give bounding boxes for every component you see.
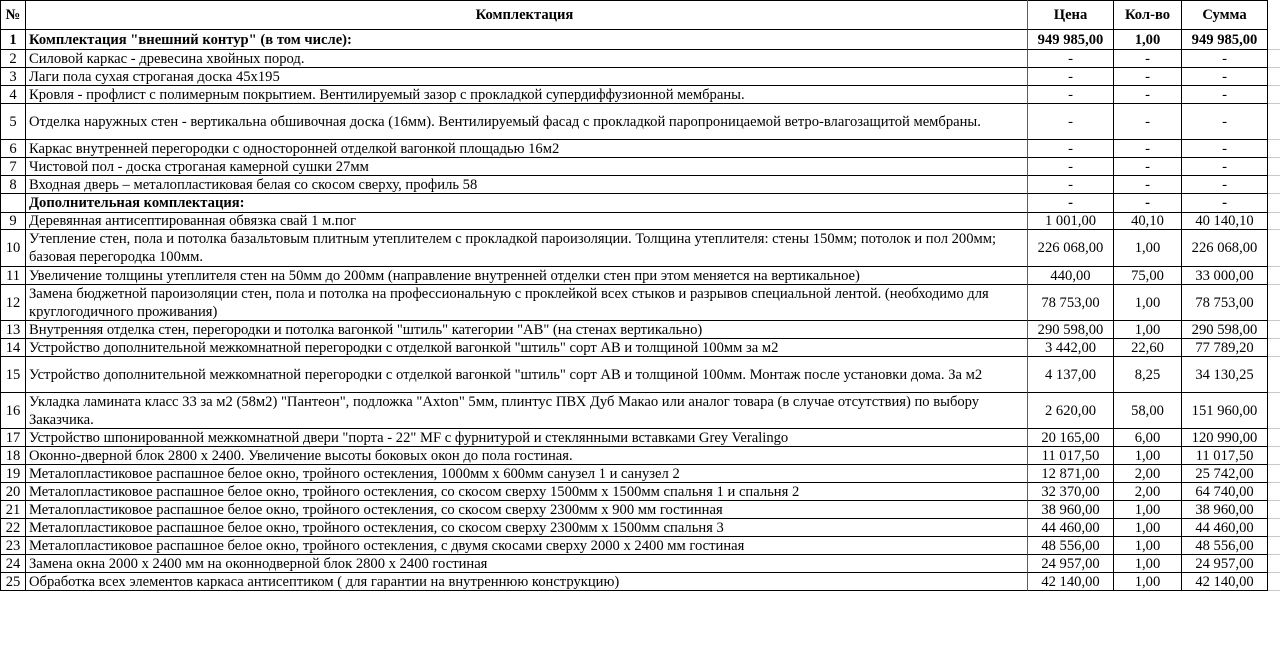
row-number-cell[interactable]: 12 (0, 285, 26, 321)
row-sum-cell[interactable]: 120 990,00 (1182, 429, 1268, 447)
row-number-cell[interactable]: 8 (0, 176, 26, 194)
row-description-cell[interactable] (26, 50, 1028, 68)
row-sum-cell[interactable]: 38 960,00 (1182, 501, 1268, 519)
gridline-stub (1268, 519, 1280, 537)
table-row (0, 140, 1280, 158)
row-number-cell[interactable]: 1 (0, 30, 26, 50)
row-price-cell[interactable]: 44 460,00 (1028, 519, 1114, 537)
row-description-text: Оконно-дверной блок 2800 х 2400. Увеличение высоты боковых окон до пола гостиная. (29, 447, 573, 464)
table-row (0, 465, 1280, 483)
table-row (0, 483, 1280, 501)
row-price-cell[interactable]: 2 620,00 (1028, 393, 1114, 429)
header-description[interactable]: Комплектация (26, 0, 1028, 30)
gridline-stub (1268, 285, 1280, 321)
row-price-cell[interactable]: - (1028, 86, 1114, 104)
row-description-text: Замена бюджетной пароизоляции стен, пола и потолка на профессиональную с проклейкой всех стыков и разрывов специальной лентой. (необходимо для круглогодичного проживания) (29, 285, 989, 320)
row-description-text: Лаги пола сухая строганая доска 45х195 (29, 68, 280, 85)
row-description-cell[interactable] (26, 357, 1028, 393)
gridline-stub (1268, 50, 1280, 68)
row-description-cell[interactable] (26, 483, 1028, 501)
row-quantity-cell[interactable]: 2,00 (1114, 483, 1182, 501)
row-number-cell[interactable]: 9 (0, 213, 26, 230)
gridline-stub (1268, 393, 1280, 429)
gridline-stub (1268, 447, 1280, 465)
gridline-stub (1268, 357, 1280, 393)
row-quantity-cell[interactable]: 1,00 (1114, 321, 1182, 339)
row-sum-cell[interactable]: - (1182, 50, 1268, 68)
gridline-stub (1268, 429, 1280, 447)
row-sum-cell[interactable]: 290 598,00 (1182, 321, 1268, 339)
row-description-text: Металопластиковое распашное белое окно, тройного остекления, с двумя скосами сверху 2000 х 2400 мм гостиная (29, 537, 745, 554)
row-description-cell[interactable] (26, 447, 1028, 465)
row-quantity-cell[interactable]: 2,00 (1114, 465, 1182, 483)
row-sum-cell[interactable]: 33 000,00 (1182, 267, 1268, 285)
row-quantity-cell[interactable]: 1,00 (1114, 230, 1182, 267)
row-quantity-cell[interactable]: 22,60 (1114, 339, 1182, 357)
row-price-cell[interactable]: 32 370,00 (1028, 483, 1114, 501)
row-description-cell[interactable] (26, 285, 1028, 321)
row-description-text: Каркас внутренней перегородки с односторонней отделкой вагонкой площадью 16м2 (29, 140, 560, 157)
gridline-stub (1268, 537, 1280, 555)
row-description-cell[interactable] (26, 213, 1028, 230)
table-row (0, 267, 1280, 285)
row-description-cell[interactable] (26, 537, 1028, 555)
gridline-stub (1268, 339, 1280, 357)
row-description-text: Силовой каркас - древесина хвойных пород. (29, 50, 305, 67)
row-description-cell[interactable] (26, 86, 1028, 104)
gridline-stub (1268, 573, 1280, 591)
gridline-stub (1268, 321, 1280, 339)
row-price-cell[interactable]: 78 753,00 (1028, 285, 1114, 321)
row-quantity-cell[interactable]: 1,00 (1114, 501, 1182, 519)
row-description-text: Обработка всех элементов каркаса антисептиком ( для гарантии на внутреннюю конструкцию) (29, 573, 620, 590)
row-quantity-cell[interactable]: 1,00 (1114, 537, 1182, 555)
row-price-cell[interactable]: 290 598,00 (1028, 321, 1114, 339)
row-description-text: Металопластиковое распашное белое окно, тройного остекления, со скосом сверху 2300мм х 900 мм гостинная (29, 501, 723, 518)
table-row (0, 86, 1280, 104)
row-number-cell[interactable]: 5 (0, 104, 26, 140)
row-price-cell[interactable]: - (1028, 104, 1114, 140)
row-description-text: Металопластиковое распашное белое окно, тройного остекления, со скосом сверху 2300мм х 1500мм спальня 3 (29, 519, 724, 536)
row-description-cell[interactable] (26, 140, 1028, 158)
table-row (0, 519, 1280, 537)
row-sum-cell[interactable]: - (1182, 104, 1268, 140)
table-row (0, 158, 1280, 176)
row-description-cell[interactable] (26, 573, 1028, 591)
table-row (0, 285, 1280, 321)
row-description-text: Увеличение толщины утеплителя стен на 50мм до 200мм (направление внутренней отделки стен при этом меняется на вертикальное) (29, 267, 860, 284)
row-description-text: Внутренняя отделка стен, перегородки и потолка вагонкой "штиль" категории "АВ" (на стенах вертикально) (29, 321, 703, 338)
gridline-stub (1268, 158, 1280, 176)
row-price-cell[interactable]: - (1028, 194, 1114, 213)
row-quantity-cell[interactable]: - (1114, 158, 1182, 176)
table-row (0, 537, 1280, 555)
gridline-stub (1268, 267, 1280, 285)
row-number-cell[interactable]: 18 (0, 447, 26, 465)
gridline-stub (1268, 194, 1280, 213)
row-description-text: Отделка наружных стен - вертикальна обшивочная доска (16мм). Вентилируемый фасад с прокладкой паропроницаемой ветро-влагозащитой мембраны. (29, 113, 981, 130)
row-quantity-cell[interactable]: - (1114, 68, 1182, 86)
row-description-text: Чистовой пол - доска строганая камерной сушки 27мм (29, 158, 369, 175)
row-sum-cell[interactable]: - (1182, 158, 1268, 176)
table-row (0, 68, 1280, 86)
gridline-stub (1268, 213, 1280, 230)
row-price-cell[interactable]: 24 957,00 (1028, 555, 1114, 573)
row-number-cell[interactable]: 3 (0, 68, 26, 86)
row-sum-cell[interactable]: 40 140,10 (1182, 213, 1268, 230)
header-sum[interactable]: Сумма (1182, 0, 1268, 30)
row-sum-cell[interactable]: - (1182, 194, 1268, 213)
row-number-cell[interactable]: 23 (0, 537, 26, 555)
row-number-cell[interactable]: 22 (0, 519, 26, 537)
row-price-cell[interactable]: - (1028, 140, 1114, 158)
row-sum-cell[interactable]: 34 130,25 (1182, 357, 1268, 393)
row-description-text: Металопластиковое распашное белое окно, тройного остекления, 1000мм х 600мм санузел 1 и санузел 2 (29, 465, 680, 482)
row-sum-cell[interactable]: 78 753,00 (1182, 285, 1268, 321)
row-sum-cell[interactable]: - (1182, 140, 1268, 158)
row-price-cell[interactable]: 42 140,00 (1028, 573, 1114, 591)
row-quantity-cell[interactable]: 6,00 (1114, 429, 1182, 447)
row-description-cell[interactable] (26, 393, 1028, 429)
row-sum-cell[interactable]: 64 740,00 (1182, 483, 1268, 501)
table-row (0, 30, 1280, 50)
row-description-cell[interactable] (26, 158, 1028, 176)
row-description-cell[interactable] (26, 465, 1028, 483)
header-quantity[interactable]: Кол-во (1114, 0, 1182, 30)
row-number-cell[interactable]: 11 (0, 267, 26, 285)
gridline-stub (1268, 176, 1280, 194)
row-price-cell[interactable]: - (1028, 50, 1114, 68)
row-sum-cell[interactable]: 25 742,00 (1182, 465, 1268, 483)
gridline-stub (1268, 68, 1280, 86)
row-price-cell[interactable]: 20 165,00 (1028, 429, 1114, 447)
row-sum-cell[interactable]: - (1182, 176, 1268, 194)
row-sum-cell[interactable]: 151 960,00 (1182, 393, 1268, 429)
row-description-text: Металопластиковое распашное белое окно, тройного остекления, со скосом сверху 1500мм х 1500мм спальня 1 и спальня 2 (29, 483, 800, 500)
row-sum-cell[interactable]: 226 068,00 (1182, 230, 1268, 267)
row-sum-cell[interactable]: - (1182, 68, 1268, 86)
row-price-cell[interactable]: 4 137,00 (1028, 357, 1114, 393)
row-description-text: Замена окна 2000 х 2400 мм на оконнодверной блок 2800 х 2400 гостиная (29, 555, 488, 572)
row-description-text: Устройство шпонированной межкомнатной двери "порта - 22" MF с фурнитурой и стеклянными вставками Grey Veralingo (29, 429, 789, 446)
row-sum-cell[interactable]: 24 957,00 (1182, 555, 1268, 573)
row-quantity-cell[interactable]: 40,10 (1114, 213, 1182, 230)
row-description-text: Кровля - профлист с полимерным покрытием. Вентилируемый зазор с прокладкой супердиффузионной мембраны. (29, 86, 745, 103)
row-description-text: Утепление стен, пола и потолка базальтовым плитным утеплителем с прокладкой пароизоляции. Толщина утеплителя: стены 150мм; потолок и пол 200мм; базовая перегородка 100мм. (29, 231, 997, 265)
row-sum-cell[interactable]: 77 789,20 (1182, 339, 1268, 357)
table-row (0, 555, 1280, 573)
row-number-cell[interactable]: 17 (0, 429, 26, 447)
row-number-cell[interactable]: 6 (0, 140, 26, 158)
row-number-cell[interactable]: 7 (0, 158, 26, 176)
row-description-cell[interactable] (26, 429, 1028, 447)
row-description-cell[interactable] (26, 555, 1028, 573)
row-quantity-cell[interactable]: - (1114, 50, 1182, 68)
row-description-text: Устройство дополнительной межкомнатной перегородки с отделкой вагонкой "штиль" сорт АВ и толщиной 100мм. Монтаж после установки дома. За м2 (29, 366, 983, 383)
row-description-cell[interactable] (26, 339, 1028, 357)
table-row (0, 176, 1280, 194)
row-description-text: Укладка ламината класс 33 за м2 (58м2) "Пантеон", подложка "Axton" 5мм, плинтус ПВХ Дуб Макао или аналог товара (в случае отсутствия) по выбору Заказчика. (29, 393, 980, 428)
row-number-cell[interactable]: 4 (0, 86, 26, 104)
row-number-cell[interactable]: 2 (0, 50, 26, 68)
gridline-stub (1268, 555, 1280, 573)
row-number-cell[interactable] (0, 194, 26, 213)
gridline-stub (1268, 140, 1280, 158)
row-quantity-cell[interactable]: 1,00 (1114, 519, 1182, 537)
row-sum-cell[interactable]: 11 017,50 (1182, 447, 1268, 465)
row-price-cell[interactable]: 38 960,00 (1028, 501, 1114, 519)
row-number-cell[interactable]: 13 (0, 321, 26, 339)
row-sum-cell[interactable]: 48 556,00 (1182, 537, 1268, 555)
table-row (0, 194, 1280, 213)
table-header-row (0, 0, 1280, 30)
table-row (0, 501, 1280, 519)
gridline-stub (1268, 104, 1280, 140)
gridline-stub (1268, 86, 1280, 104)
row-sum-cell[interactable]: 42 140,00 (1182, 573, 1268, 591)
row-description-text: Комплектация "внешний контур" (в том числе): (29, 31, 352, 48)
header-price[interactable]: Цена (1028, 0, 1114, 30)
row-price-cell[interactable]: - (1028, 176, 1114, 194)
row-quantity-cell[interactable]: 8,25 (1114, 357, 1182, 393)
row-price-cell[interactable]: 1 001,00 (1028, 213, 1114, 230)
gridline-stub (1268, 465, 1280, 483)
row-number-cell[interactable]: 14 (0, 339, 26, 357)
row-number-cell[interactable]: 15 (0, 357, 26, 393)
row-number-cell[interactable]: 20 (0, 483, 26, 501)
row-description-text: Устройство дополнительной межкомнатной перегородки с отделкой вагонкой "штиль" сорт АВ и толщиной 100мм за м2 (29, 339, 779, 356)
row-number-cell[interactable]: 24 (0, 555, 26, 573)
row-quantity-cell[interactable]: 58,00 (1114, 393, 1182, 429)
row-quantity-cell[interactable]: 75,00 (1114, 267, 1182, 285)
gridline-stub (1268, 483, 1280, 501)
table-row (0, 50, 1280, 68)
table-row (0, 447, 1280, 465)
row-quantity-cell[interactable]: 1,00 (1114, 30, 1182, 50)
table-row (0, 104, 1280, 140)
row-description-cell[interactable] (26, 30, 1028, 50)
row-quantity-cell[interactable]: 1,00 (1114, 285, 1182, 321)
row-description-cell[interactable] (26, 194, 1028, 213)
row-number-cell[interactable]: 21 (0, 501, 26, 519)
row-quantity-cell[interactable]: - (1114, 140, 1182, 158)
row-quantity-cell[interactable]: - (1114, 86, 1182, 104)
table-row (0, 230, 1280, 267)
table-row (0, 429, 1280, 447)
row-quantity-cell[interactable]: 1,00 (1114, 447, 1182, 465)
row-description-text: Дополнительная комплектация: (29, 195, 245, 211)
row-price-cell[interactable]: 12 871,00 (1028, 465, 1114, 483)
row-price-cell[interactable]: 226 068,00 (1028, 230, 1114, 267)
row-description-text: Входная дверь – металопластиковая белая со скосом сверху, профиль 58 (29, 176, 478, 193)
gridline-stub (1268, 30, 1280, 50)
row-description-cell[interactable] (26, 501, 1028, 519)
gridline-stub (1268, 230, 1280, 267)
row-description-cell[interactable] (26, 230, 1028, 267)
table-row (0, 213, 1280, 230)
table-row (0, 357, 1280, 393)
row-quantity-cell[interactable]: - (1114, 104, 1182, 140)
row-price-cell[interactable]: 440,00 (1028, 267, 1114, 285)
row-description-cell[interactable] (26, 267, 1028, 285)
row-quantity-cell[interactable]: 1,00 (1114, 555, 1182, 573)
row-number-cell[interactable]: 19 (0, 465, 26, 483)
row-description-cell[interactable] (26, 519, 1028, 537)
row-sum-cell[interactable]: 44 460,00 (1182, 519, 1268, 537)
row-price-cell[interactable]: 11 017,50 (1028, 447, 1114, 465)
row-description-cell[interactable] (26, 321, 1028, 339)
row-price-cell[interactable]: - (1028, 158, 1114, 176)
row-description-cell[interactable] (26, 176, 1028, 194)
row-number-cell[interactable]: 25 (0, 573, 26, 591)
row-sum-cell[interactable]: 949 985,00 (1182, 30, 1268, 50)
row-number-cell[interactable]: 16 (0, 393, 26, 429)
gridline-stub (1268, 501, 1280, 519)
row-price-cell[interactable]: 3 442,00 (1028, 339, 1114, 357)
row-quantity-cell[interactable]: 1,00 (1114, 573, 1182, 591)
row-price-cell[interactable]: - (1028, 68, 1114, 86)
header-number[interactable]: № (0, 0, 26, 30)
table-row (0, 393, 1280, 429)
table-row (0, 339, 1280, 357)
row-price-cell[interactable]: 949 985,00 (1028, 30, 1114, 50)
row-number-cell[interactable]: 10 (0, 230, 26, 267)
row-price-cell[interactable]: 48 556,00 (1028, 537, 1114, 555)
table-row (0, 573, 1280, 591)
table-row (0, 321, 1280, 339)
row-quantity-cell[interactable]: - (1114, 176, 1182, 194)
row-description-cell[interactable] (26, 68, 1028, 86)
row-quantity-cell[interactable]: - (1114, 194, 1182, 213)
row-description-cell[interactable] (26, 104, 1028, 140)
row-sum-cell[interactable]: - (1182, 86, 1268, 104)
row-description-text: Деревянная антисептированная обвязка свай 1 м.пог (29, 213, 357, 229)
